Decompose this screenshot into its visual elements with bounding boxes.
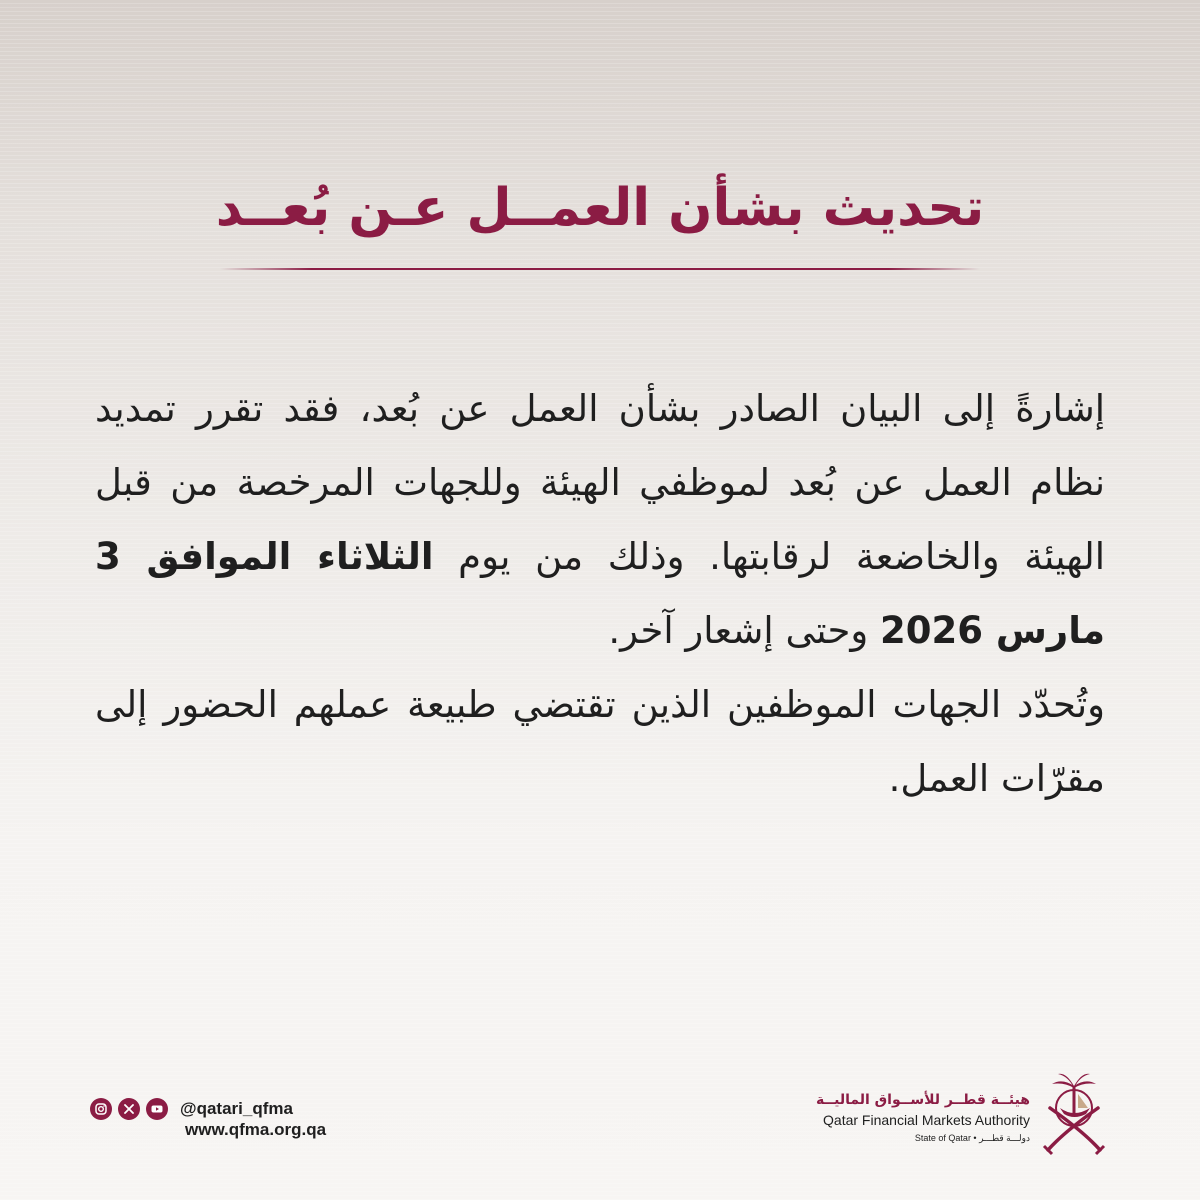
org-name-arabic: هيئــة قطــر للأســواق الماليــة (816, 1092, 1030, 1108)
page-title: تحديث بشأن العمــل عـن بُعــد (215, 178, 985, 238)
org-name-english: Qatar Financial Markets Authority (823, 1112, 1030, 1128)
title-divider (220, 268, 980, 270)
social-links (90, 1098, 293, 1120)
paragraph-1-text-end: وحتى إشعار آخر. (608, 609, 880, 652)
paragraph-1-text-start: إشارةً إلى البيان الصادر بشأن العمل عن بُعد، فقد تقرر تمديد نظام العمل عن بُعد لموظفي الهيئة وللجهات المرخصة من قبل الهيئة والخاضعة لرقابتها. وذلك من يوم (95, 387, 1105, 578)
youtube-icon[interactable] (146, 1098, 168, 1120)
announcement-paragraph-2: وتُحدّد الجهات الموظفين الذين تقتضي طبيعة عملهم الحضور إلى مقرّات العمل. (95, 683, 1105, 800)
announcement-body (95, 372, 1105, 816)
org-wordmark (780, 1090, 1030, 1146)
effective-date: الثلاثاء الموافق 3 مارس 2026 (95, 535, 1105, 652)
instagram-icon[interactable] (90, 1098, 112, 1120)
announcement-paragraph-1 (95, 372, 1105, 668)
social-handle[interactable]: @qatari_qfma (180, 1099, 293, 1118)
website-link[interactable]: www.qfma.org.qa (185, 1120, 327, 1139)
state-line: State of Qatar • دولـــة قطـــر (914, 1133, 1030, 1143)
x-icon[interactable] (118, 1098, 140, 1120)
qatar-emblem-icon (1038, 1068, 1110, 1158)
